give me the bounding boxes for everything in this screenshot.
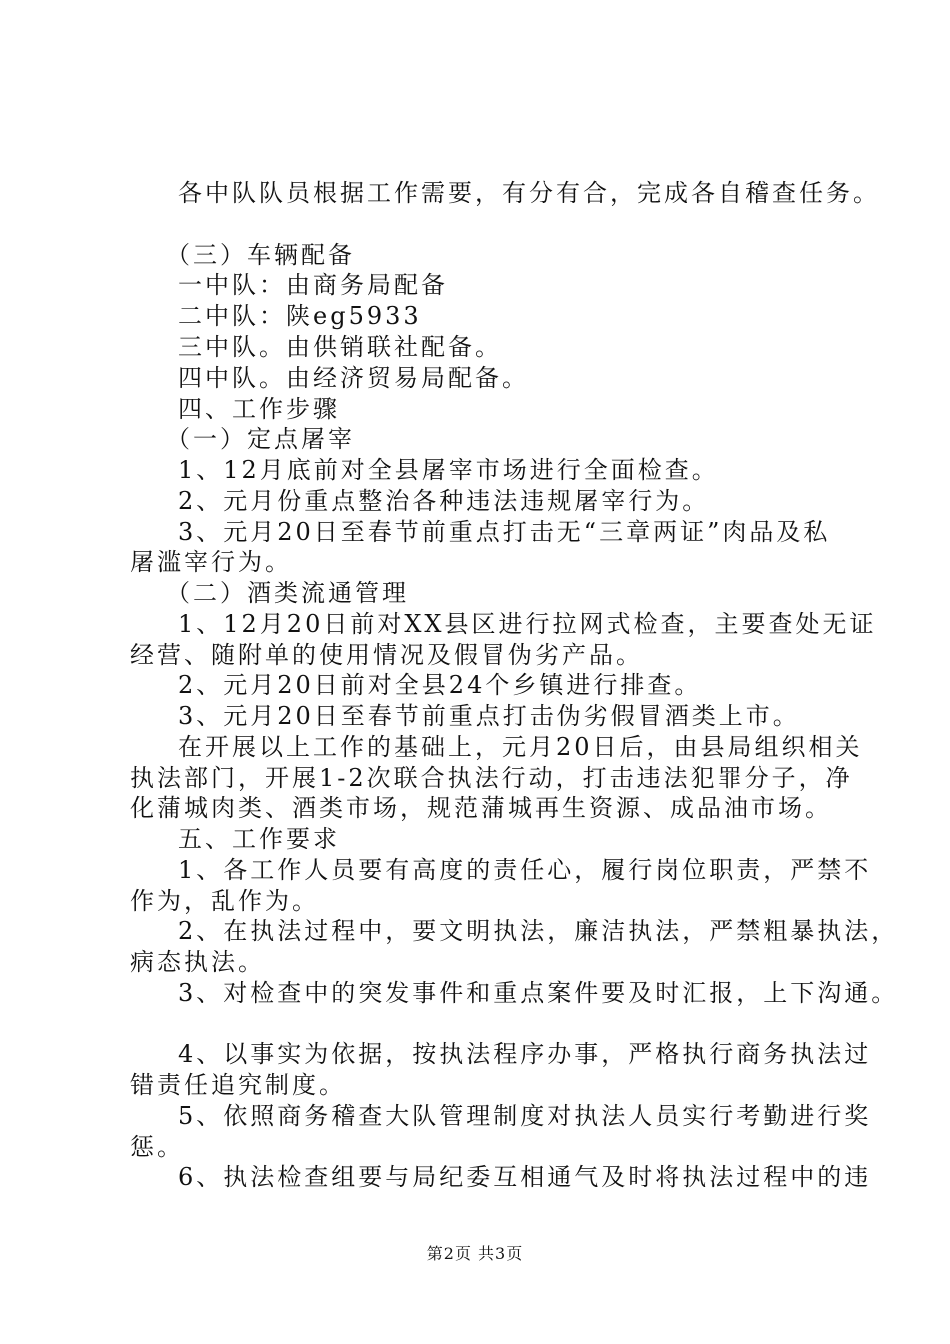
text-line: 化蒲城肉类、酒类市场，规范蒲城再生资源、成品油市场。 [130,794,832,822]
section-heading: 五、工作要求 [178,825,340,853]
text-line: 执法部门，开展1-2次联合执法行动，打击违法犯罪分子，净 [130,764,853,792]
text-line: 2、在执法过程中，要文明执法，廉洁执法，严禁粗暴执法， [178,917,899,945]
text-line: 1、12月底前对全县屠宰市场进行全面检查。 [178,456,719,484]
text-line: 惩。 [130,1133,184,1161]
text-line: 在开展以上工作的基础上，元月20日后，由县局组织相关 [178,733,863,761]
text-line: 错责任追究制度。 [130,1071,346,1099]
text-line: 作为，乱作为。 [130,887,319,915]
section-heading: 四、工作步骤 [178,395,340,423]
section-heading: （三）车辆配备 [166,241,355,269]
text-line: 一中队：由商务局配备 [178,271,448,299]
text-line: 2、元月份重点整治各种违法违规屠宰行为。 [178,487,710,515]
text-line: 各中队队员根据工作需要，有分有合，完成各自稽查任务。 [178,179,880,207]
text-line: 2、元月20日前对全县24个乡镇进行排查。 [178,671,702,699]
text-line: 屠滥宰行为。 [130,548,292,576]
text-line: 经营、随附单的使用情况及假冒伪劣产品。 [130,641,643,669]
text-line: 5、依照商务稽查大队管理制度对执法人员实行考勤进行奖 [178,1102,872,1130]
text-line: 6、执法检查组要与局纪委互相通气及时将执法过程中的违 [178,1163,872,1191]
text-line: 3、对检查中的突发事件和重点案件要及时汇报，上下沟通。 [178,979,899,1007]
text-line: 二中队：陕eg5933 [178,302,422,330]
text-line: 3、元月20日至春节前重点打击无“三章两证”肉品及私 [178,518,831,546]
text-line: 4、以事实为依据，按执法程序办事，严格执行商务执法过 [178,1040,872,1068]
text-line: 1、12月20日前对XX县区进行拉网式检查，主要查处无证 [178,610,877,638]
text-line: 三中队。由供销联社配备。 [178,333,502,361]
text-line: 3、元月20日至春节前重点打击伪劣假冒酒类上市。 [178,702,800,730]
page-number-footer: 第2页 共3页 [426,1244,524,1263]
section-heading: （二）酒类流通管理 [166,579,409,607]
text-line: 病态执法。 [130,948,265,976]
text-line: 四中队。由经济贸易局配备。 [178,364,529,392]
section-heading: （一）定点屠宰 [166,425,355,453]
text-line: 1、各工作人员要有高度的责任心，履行岗位职责，严禁不 [178,856,872,884]
